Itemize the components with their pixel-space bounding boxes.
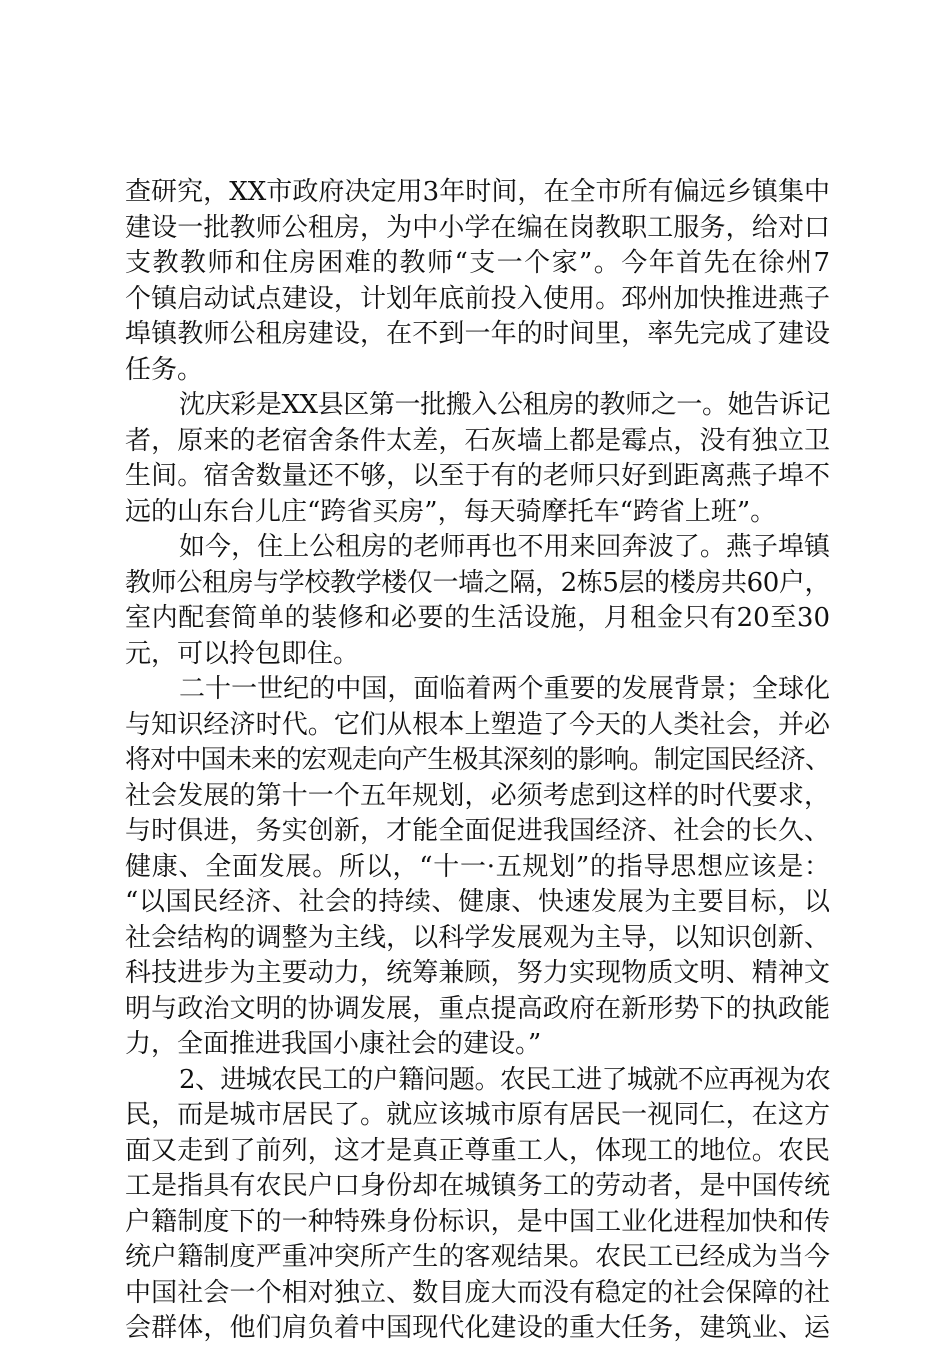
text-line: 室内配套简单的装修和必要的生活设施，月租金只有20至30 — [125, 603, 830, 633]
text-line: 力，全面推进我国小康社会的建设。” — [125, 1029, 542, 1059]
text-line: 将对中国未来的宏观走向产生极其深刻的影响。制定国民经济、 — [125, 745, 830, 775]
text-line: 元，可以拎包即住。 — [125, 638, 360, 669]
text-line: 远的山东台儿庄“跨省买房”，每天骑摩托车“跨省上班”。 — [125, 496, 777, 527]
text-line: 查研究，XX市政府决定用3年时间，在全市所有偏远乡镇集中 — [125, 177, 830, 207]
text-line: 教师公租房与学校教学楼仅一墙之隔，2栋5层的楼房共60户， — [125, 567, 830, 598]
paragraph — [125, 388, 830, 530]
text-line: 明与政治文明的协调发展，重点提高政府在新形势下的执政能 — [125, 993, 830, 1024]
text-line: 与时俱进，务实创新，才能全面促进我国经济、社会的长久、 — [125, 816, 830, 846]
text-line: 建设一批教师公租房，为中小学在编在岗教职工服务，给对口 — [125, 212, 830, 243]
text-line: 二十一世纪的中国，面临着两个重要的发展背景；全球化 — [179, 674, 830, 704]
text-line: 社会发展的第十一个五年规划，必须考虑到这样的时代要求， — [125, 780, 830, 811]
text-line: 工是指具有农民户口身份却在城镇务工的劳动者，是中国传统 — [125, 1171, 830, 1201]
text-line: 如今，住上公租房的老师再也不用来回奔波了。燕子埠镇 — [179, 532, 830, 562]
text-line: 面又走到了前列，这才是真正尊重工人，体现工的地位。农民 — [125, 1135, 830, 1166]
text-line: 健康、全面发展。所以，“十一·五规划”的指导思想应该是： — [125, 851, 830, 882]
text-line: 统户籍制度严重冲突所产生的客观结果。农民工已经成为当今 — [125, 1242, 830, 1272]
text-line: 生间。宿舍数量还不够，以至于有的老师只好到距离燕子埠不 — [125, 461, 830, 491]
document-body — [125, 175, 830, 1347]
text-line: 者，原来的老宿舍条件太差，石灰墙上都是霉点，没有独立卫 — [125, 425, 830, 456]
text-line: 沈庆彩是XX县区第一批搬入公租房的教师之一。她告诉记 — [179, 390, 830, 420]
text-line: 个镇启动试点建设，计划年底前投入使用。邳州加快推进燕子 — [125, 283, 830, 314]
text-line: 支教教师和住房困难的教师“支一个家”。今年首先在徐州7 — [125, 248, 830, 278]
text-line: 与知识经济时代。它们从根本上塑造了今天的人类社会，并必 — [125, 709, 830, 740]
text-line: 埠镇教师公租房建设，在不到一年的时间里，率先完成了建设 — [125, 319, 830, 349]
text-line: 任务。 — [125, 354, 204, 385]
text-line: “以国民经济、社会的持续、健康、快速发展为主要目标，以 — [125, 887, 830, 917]
text-line: 科技进步为主要动力，统筹兼顾，努力实现物质文明、精神文 — [125, 958, 830, 988]
text-line: 民，而是城市居民了。就应该城市原有居民一视同仁，在这方 — [125, 1100, 830, 1130]
text-line: 会群体，他们肩负着中国现代化建设的重大任务，建筑业、运 — [125, 1313, 830, 1343]
paragraph — [125, 1063, 830, 1347]
paragraph — [125, 530, 830, 672]
paragraph — [125, 672, 830, 1063]
text-line: 社会结构的调整为主线，以科学发展观为主导，以知识创新、 — [125, 922, 830, 953]
text-line: 2、进城农民工的户籍问题。农民工进了城就不应再视为农 — [179, 1064, 830, 1095]
text-line: 中国社会一个相对独立、数目庞大而没有稳定的社会保障的社 — [125, 1277, 830, 1308]
paragraph — [125, 175, 830, 388]
text-line: 户籍制度下的一种特殊身份标识，是中国工业化进程加快和传 — [125, 1206, 830, 1237]
